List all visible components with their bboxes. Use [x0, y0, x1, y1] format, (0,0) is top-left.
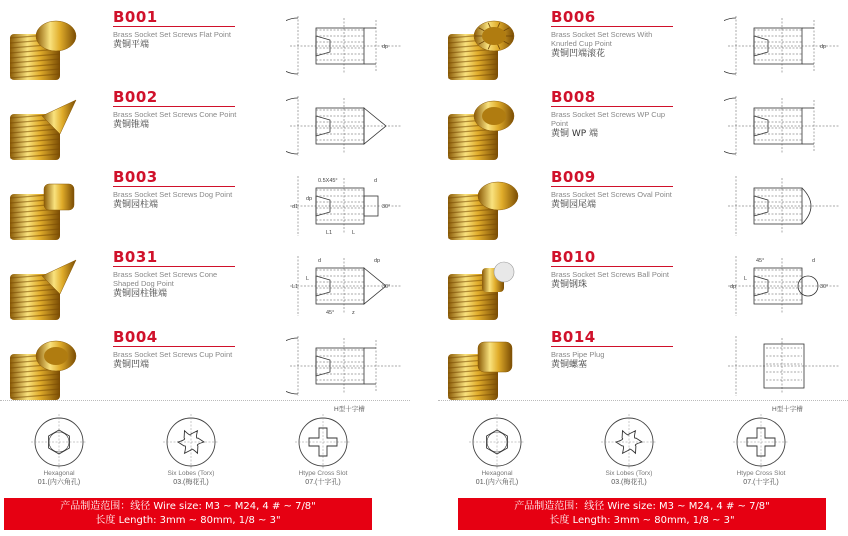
drawing-area — [286, 170, 406, 240]
product-item-b008 — [438, 86, 848, 164]
socket-hex — [452, 408, 542, 492]
product-item-b014 — [438, 326, 848, 404]
product-name-en: Brass Socket Set Screws Flat Point — [113, 30, 231, 39]
technical-drawing — [724, 10, 844, 80]
product-name-en: Brass Socket Set Screws Ball Point — [551, 270, 669, 279]
cross-socket-icon — [729, 408, 793, 470]
technical-drawing — [286, 330, 406, 400]
product-description — [551, 30, 676, 60]
product-item-b006 — [438, 6, 848, 84]
product-name-cn: 黄铜锥端 — [113, 120, 150, 130]
product-description — [113, 30, 238, 51]
technical-drawing — [286, 10, 406, 80]
dimension-label: 45° — [756, 258, 765, 264]
socket-name: Six Lobes (Torx) — [167, 470, 215, 477]
code-underline — [113, 106, 235, 107]
technical-drawing — [724, 250, 844, 320]
technical-drawing — [724, 90, 844, 160]
torx-socket-icon — [159, 408, 223, 470]
product-photo — [4, 174, 88, 244]
dimension-label: 30° — [382, 204, 391, 210]
socket-cross — [278, 408, 368, 492]
socket-name: Hexagonal — [43, 470, 75, 477]
technical-drawing — [724, 170, 844, 240]
code-underline — [113, 186, 235, 187]
brass-screw-illustration — [442, 254, 526, 324]
dimension-label: dp — [382, 44, 389, 50]
dimension-label: d1 — [292, 204, 299, 210]
product-code: B003 — [113, 168, 158, 186]
dimension-label: 45° — [326, 310, 335, 316]
hex-socket-icon — [27, 408, 91, 470]
product-code: B002 — [113, 88, 158, 106]
product-code: B004 — [113, 328, 158, 346]
product-name-cn: 黄铜 WP 端 — [551, 129, 599, 139]
brass-screw-illustration — [4, 254, 88, 324]
banner-wire-size: 产品制造范围：线径 Wire size: M3 ~ M24, 4 # ~ 7/8" — [60, 501, 316, 512]
brass-screw-illustration — [4, 334, 88, 404]
product-name-cn: 黄铜凹端 — [113, 360, 150, 370]
dimension-label: 30° — [820, 284, 829, 290]
product-description — [551, 270, 676, 291]
product-name-cn: 黄铜螺塞 — [551, 360, 588, 370]
dimension-label: L — [744, 276, 748, 282]
code-underline — [551, 346, 673, 347]
cross-socket-icon — [291, 408, 355, 470]
brass-screw-illustration — [4, 14, 88, 84]
socket-header: H型十字槽 — [772, 406, 803, 413]
product-photo — [442, 14, 526, 84]
socket-cross — [716, 408, 806, 492]
section-divider — [438, 400, 848, 401]
brass-screw-illustration — [442, 334, 526, 404]
dimension-label: z — [352, 310, 355, 316]
product-photo — [4, 14, 88, 84]
dimension-label: 30° — [382, 284, 391, 290]
dimension-label: 0.5X45° — [318, 178, 338, 184]
drawing-area — [724, 250, 844, 320]
product-name-cn: 黄铜平端 — [113, 40, 150, 50]
socket-name: Six Lobes (Torx) — [605, 470, 653, 477]
product-photo — [442, 174, 526, 244]
dimension-label: L — [306, 276, 310, 282]
product-photo — [4, 334, 88, 404]
socket-label: 07.(十字孔) — [305, 479, 341, 486]
dimension-label: dp — [374, 258, 381, 264]
product-code: B010 — [551, 248, 596, 266]
socket-label: 01.(内六角孔) — [475, 479, 519, 486]
hex-socket-icon — [465, 408, 529, 470]
drawing-area — [724, 170, 844, 240]
technical-drawing — [286, 90, 406, 160]
product-code: B008 — [551, 88, 596, 106]
product-code: B014 — [551, 328, 596, 346]
socket-torx — [146, 408, 236, 492]
banner-wire-size: 产品制造范围：线径 Wire size: M3 ~ M24, 4 # ~ 7/8" — [514, 501, 770, 512]
dimension-label: L1 — [326, 230, 333, 236]
code-underline — [113, 266, 235, 267]
brass-screw-illustration — [442, 94, 526, 164]
product-description — [113, 190, 238, 211]
section-divider — [0, 400, 410, 401]
code-underline — [113, 346, 235, 347]
brass-screw-illustration — [442, 174, 526, 244]
product-name-en: Brass Socket Set Screws Oval Point — [551, 190, 672, 199]
product-name-cn: 黄铜凹端滚花 — [551, 49, 606, 59]
product-description — [551, 350, 676, 371]
product-name-cn: 黄铜园柱端 — [113, 200, 159, 210]
socket-header: H型十字槽 — [334, 406, 365, 413]
dimension-label: d — [318, 258, 322, 264]
drawing-area — [286, 10, 406, 80]
product-code: B009 — [551, 168, 596, 186]
product-item-b002 — [0, 86, 410, 164]
product-photo — [4, 94, 88, 164]
socket-hex — [14, 408, 104, 492]
spec-banner — [4, 498, 372, 530]
drawing-area — [286, 250, 406, 320]
dimension-label: dp — [730, 284, 737, 290]
dimension-label: dp — [306, 196, 313, 202]
left-column — [0, 0, 410, 536]
product-description — [113, 110, 238, 131]
product-code: B001 — [113, 8, 158, 26]
technical-drawing — [724, 330, 844, 400]
drawing-area — [286, 90, 406, 160]
banner-length: 长度 Length: 3mm ~ 80mm, 1/8 ~ 3" — [95, 515, 281, 526]
socket-types — [438, 408, 848, 492]
product-item-b004 — [0, 326, 410, 404]
product-description — [551, 190, 676, 211]
product-description — [113, 350, 238, 371]
product-code: B031 — [113, 248, 158, 266]
socket-types — [0, 408, 410, 492]
product-photo — [442, 254, 526, 324]
spec-banner — [458, 498, 826, 530]
code-underline — [113, 26, 235, 27]
product-code: B006 — [551, 8, 596, 26]
dimension-label: d — [374, 178, 378, 184]
code-underline — [551, 266, 673, 267]
drawing-area — [724, 10, 844, 80]
socket-label: 03.(梅花孔) — [611, 479, 647, 486]
product-name-en: Brass Socket Set Screws With Knurled Cup Point — [551, 30, 653, 48]
code-underline — [551, 26, 673, 27]
technical-drawing — [286, 250, 406, 320]
brass-screw-illustration — [4, 94, 88, 164]
code-underline — [551, 186, 673, 187]
product-photo — [442, 334, 526, 404]
torx-socket-icon — [597, 408, 661, 470]
socket-name: Hexagonal — [481, 470, 513, 477]
drawing-area — [724, 330, 844, 400]
product-item-b003 — [0, 166, 410, 244]
code-underline — [551, 106, 673, 107]
socket-name: Htype Cross Slot — [736, 470, 786, 477]
dimension-label: L1 — [292, 284, 299, 290]
product-photo — [4, 254, 88, 324]
drawing-area — [286, 330, 406, 400]
product-description — [551, 110, 676, 140]
product-item-b031 — [0, 246, 410, 324]
socket-name: Htype Cross Slot — [298, 470, 348, 477]
dimension-label: d — [812, 258, 816, 264]
product-name-en: Brass Socket Set Screws WP Cup Point — [551, 110, 666, 128]
banner-length: 长度 Length: 3mm ~ 80mm, 1/8 ~ 3" — [549, 515, 735, 526]
product-item-b009 — [438, 166, 848, 244]
product-name-en: Brass Pipe Plug — [551, 350, 605, 359]
socket-label: 07.(十字孔) — [743, 479, 779, 486]
product-name-cn: 黄铜园尾端 — [551, 200, 597, 210]
right-column — [438, 0, 848, 536]
product-name-cn: 黄铜钢珠 — [551, 280, 588, 290]
socket-label: 01.(内六角孔) — [37, 479, 81, 486]
product-name-en: Brass Socket Set Screws Dog Point — [113, 190, 233, 199]
product-description — [113, 270, 238, 300]
product-name-cn: 黄铜园柱锥端 — [113, 289, 168, 299]
product-item-b001 — [0, 6, 410, 84]
brass-screw-illustration — [4, 174, 88, 244]
product-photo — [442, 94, 526, 164]
product-name-en: Brass Socket Set Screws Cone Shaped Dog Point — [113, 270, 218, 288]
technical-drawing — [286, 170, 406, 240]
brass-screw-illustration — [442, 14, 526, 84]
drawing-area — [724, 90, 844, 160]
dimension-label: dp — [820, 44, 827, 50]
socket-label: 03.(梅花孔) — [173, 479, 209, 486]
socket-torx — [584, 408, 674, 492]
product-item-b010 — [438, 246, 848, 324]
product-name-en: Brass Socket Set Screws Cone Point — [113, 110, 237, 119]
dimension-label: L — [352, 230, 356, 236]
product-name-en: Brass Socket Set Screws Cup Point — [113, 350, 233, 359]
